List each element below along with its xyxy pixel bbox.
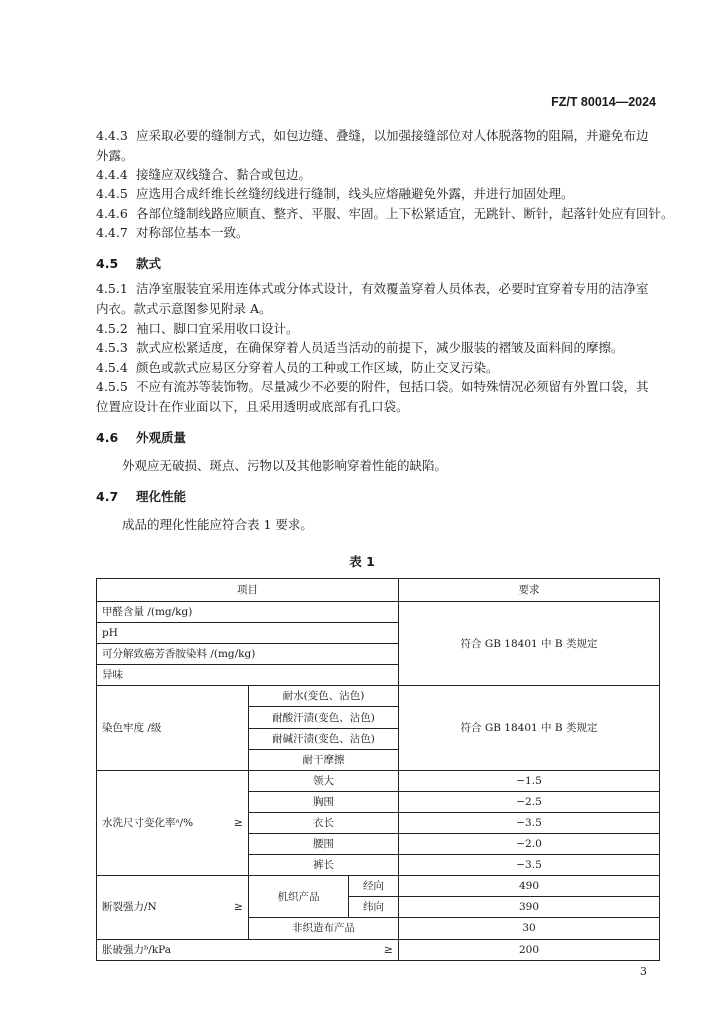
header-requirement: 要求 — [399, 579, 660, 602]
shrinkage-label — [97, 770, 249, 875]
clause-number: 4.5.3 — [96, 340, 128, 355]
clause-4-5-5-cont: 位置应设计在作业面以下，且采用透明或底部有孔口袋。 — [96, 399, 409, 414]
clause-number: 4.5.4 — [96, 360, 128, 375]
clause-4-4-3 — [96, 127, 649, 145]
clause-4-5-2 — [96, 320, 299, 338]
standard-code: FZ/T 80014—2024 — [551, 95, 656, 109]
clause-4-4-7 — [96, 224, 249, 242]
nonwoven-value: 30 — [399, 918, 660, 939]
spec-table — [96, 578, 660, 961]
ph-label: pH — [97, 623, 399, 644]
clause-text: 接缝应双线缝合、黏合或包边。 — [136, 167, 312, 182]
breaking-label — [97, 876, 249, 939]
bursting-label — [97, 939, 399, 960]
shrinkage-part: 腰围 — [249, 834, 399, 855]
clause-4-5-5 — [96, 378, 649, 396]
colorfastness-item: 耐干摩擦 — [249, 749, 399, 770]
colorfastness-item: 耐酸汗渍(变色、沾色) — [249, 707, 399, 728]
clause-text: 应选用合成纤维长丝缝纫线进行缝制，线头应熔融避免外露，并进行加固处理。 — [136, 186, 574, 201]
shrinkage-part: 领大 — [249, 770, 399, 791]
colorfastness-item: 耐碱汗渍(变色、沾色) — [249, 728, 399, 749]
clause-number: 4.4.4 — [96, 167, 128, 182]
clause-4-5-4 — [96, 359, 499, 377]
clause-number: 4.5.1 — [96, 281, 128, 296]
clause-text: 不应有流苏等装饰物。尽量减少不必要的附件，包括口袋。如特殊情况必须留有外置口袋，其 — [136, 379, 649, 394]
formaldehyde-label: 甲醛含量 /(mg/kg) — [97, 602, 399, 623]
section-heading-4-7 — [96, 488, 186, 506]
weft-value: 390 — [399, 897, 660, 918]
paragraph-physchem: 成品的理化性能应符合表 1 要求。 — [122, 517, 313, 532]
ge-symbol: ≥ — [233, 815, 243, 829]
clause-number: 4.4.3 — [96, 128, 128, 143]
section-heading-4-6 — [96, 429, 186, 447]
ge-symbol: ≥ — [383, 942, 393, 956]
clause-number: 4.4.5 — [96, 186, 128, 201]
colorfastness-label: 染色牢度 /级 — [97, 686, 249, 770]
clause-4-5-1 — [96, 280, 649, 298]
clause-text: 应采取必要的缝制方式，如包边缝、叠缝，以加强接缝部位对人体脱落物的阻隔，并避免布边 — [136, 128, 649, 143]
header-item: 项目 — [97, 579, 399, 602]
warp-label: 经向 — [349, 876, 399, 897]
clause-text: 洁净室服装宜采用连体式或分体式设计，有效覆盖穿着人员体表，必要时宜穿着专用的洁净室 — [136, 281, 649, 296]
section-title: 外观质量 — [136, 430, 187, 445]
shrinkage-label-text: 水洗尺寸变化率ᵃ/% — [102, 816, 194, 829]
section-number: 4.5 — [96, 256, 119, 271]
colorfastness-item: 耐水(变色、沾色) — [249, 686, 399, 707]
clause-number: 4.4.7 — [96, 225, 128, 240]
group1-requirement: 符合 GB 18401 中 B 类规定 — [399, 602, 660, 686]
section-number: 4.7 — [96, 489, 119, 504]
section-heading-4-5 — [96, 255, 161, 273]
section-number: 4.6 — [96, 430, 119, 445]
table-title: 表 1 — [349, 554, 375, 569]
odor-label: 异味 — [97, 665, 399, 686]
clause-number: 4.5.2 — [96, 321, 128, 336]
shrinkage-value: −1.5 — [399, 770, 660, 791]
shrinkage-value: −2.0 — [399, 834, 660, 855]
bursting-label-text: 胀破强力ᵇ/kPa — [102, 943, 171, 956]
shrinkage-value: −2.5 — [399, 791, 660, 812]
clause-number: 4.4.6 — [96, 206, 128, 221]
section-title: 理化性能 — [136, 489, 187, 504]
clause-text: 对称部位基本一致。 — [136, 225, 249, 240]
page-number: 3 — [640, 965, 647, 978]
table-row — [97, 939, 660, 960]
clause-4-5-3 — [96, 339, 624, 357]
azo-label: 可分解致癌芳香胺染料 /(mg/kg) — [97, 644, 399, 665]
clause-text: 袖口、脚口宜采用收口设计。 — [136, 321, 299, 336]
clause-4-4-3-cont: 外露。 — [96, 148, 134, 163]
colorfastness-requirement: 符合 GB 18401 中 B 类规定 — [399, 686, 660, 770]
table-row — [97, 602, 660, 623]
clause-4-4-6 — [96, 205, 674, 223]
shrinkage-part: 衣长 — [249, 812, 399, 833]
ge-symbol: ≥ — [233, 900, 243, 914]
breaking-label-text: 断裂强力/N — [102, 901, 157, 914]
clause-text: 款式应松紧适度，在确保穿着人员适当活动的前提下，减少服装的褶皱及面料间的摩擦。 — [136, 340, 624, 355]
shrinkage-part: 裤长 — [249, 855, 399, 876]
table-row — [97, 876, 660, 897]
section-title: 款式 — [136, 256, 162, 271]
table-row — [97, 770, 660, 791]
clause-4-4-4 — [96, 166, 311, 184]
table-header-row — [97, 579, 660, 602]
clause-number: 4.5.5 — [96, 379, 128, 394]
shrinkage-part: 胸围 — [249, 791, 399, 812]
woven-label: 机织产品 — [249, 876, 349, 918]
paragraph-appearance: 外观应无破损、斑点、污物以及其他影响穿着性能的缺陷。 — [122, 458, 448, 473]
weft-label: 纬向 — [349, 897, 399, 918]
clause-text: 颜色或款式应易区分穿着人员的工种或工作区域，防止交叉污染。 — [136, 360, 499, 375]
nonwoven-label: 非织造布产品 — [249, 918, 399, 939]
shrinkage-value: −3.5 — [399, 855, 660, 876]
shrinkage-value: −3.5 — [399, 812, 660, 833]
clause-text: 各部位缝制线路应顺直、整齐、平服、牢固。上下松紧适宜，无跳针、断针，起落针处应有回针。 — [136, 206, 674, 221]
table-row — [97, 686, 660, 707]
warp-value: 490 — [399, 876, 660, 897]
clause-4-4-5 — [96, 185, 574, 203]
bursting-value: 200 — [399, 939, 660, 960]
clause-4-5-1-cont: 内衣。款式示意图参见附录 A。 — [96, 301, 272, 316]
